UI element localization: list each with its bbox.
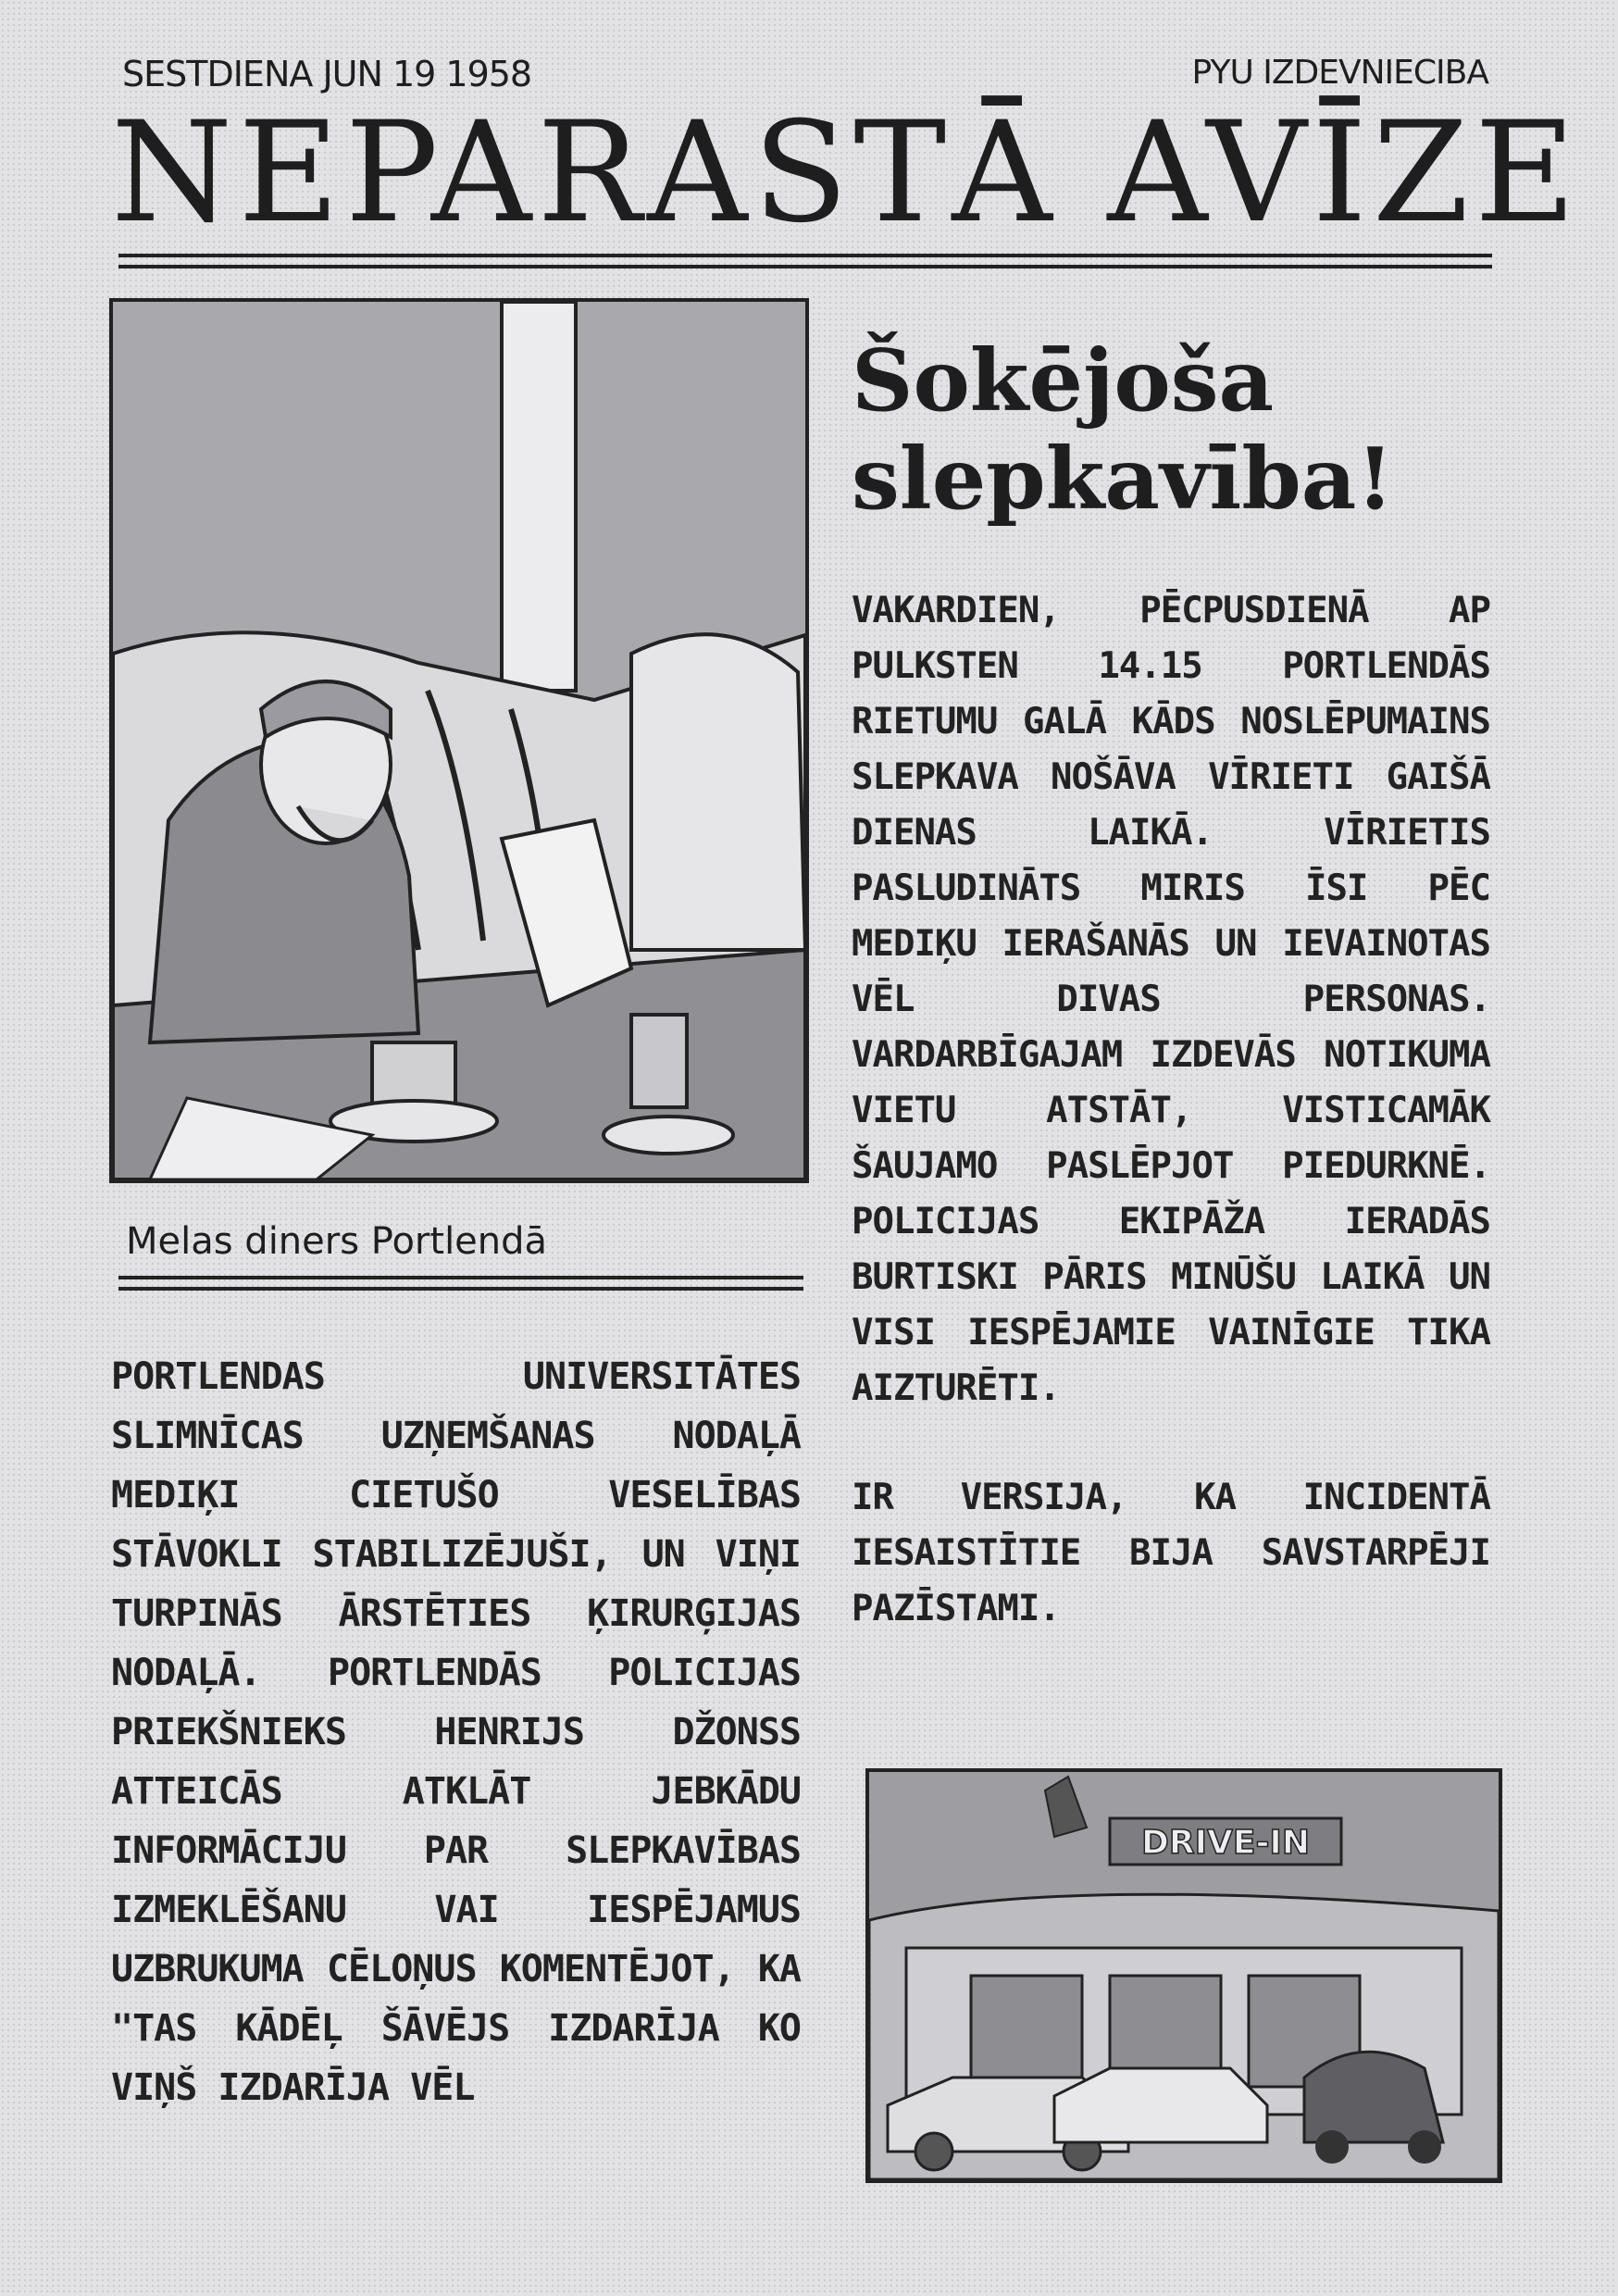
drive-in-illustration bbox=[869, 1772, 1499, 2179]
article-right-paragraph-2: IR VERSIJA, KA INCIDENTĀ IESAISTĪTIE BIJA SAVSTARPĒJI PAZĪSTAMI. bbox=[852, 1477, 1490, 1629]
masthead: NEPARASTĀ AVĪZE bbox=[111, 93, 1582, 254]
article-left-paragraph-1: PORTLENDAS UNIVERSITĀTES SLIMNĪCAS UZŅEMŠANAS NODAĻĀ MEDIĶI CIETUŠO VESELĪBAS STĀVOKLI STABILIZĒJUŠI, UN VIŅI TURPINĀS ĀRSTĒTIES ĶIRURĢIJAS NODAĻĀ. PORTLENDĀS POLICIJAS PRIEKŠNIEKS HENRIJS DŽONSS ATTEICĀS ATKLĀT JEBKĀDU INFORMĀCIJU PAR SLEPKAVĪBAS IZMEKLĒŠANU VAI IESPĒJAMUS UZBRUKUMA CĒLOŅUS KOMENTĒJOT, KA "TAS KĀDĒĻ ŠĀVĒJS IZDARĪJA KO VIŅŠ IZDARĪJA VĒL bbox=[111, 1355, 801, 2109]
article-right-paragraph-1: VAKARDIEN, PĒCPUSDIENĀ AP PULKSTEN 14.15 PORTLENDĀS RIETUMU GALĀ KĀDS NOSLĒPUMAINS SLEPKAVA NOŠĀVA VĪRIETI GAIŠĀ DIENAS LAIKĀ. VĪRIETIS PASLUDINĀTS MIRIS ĪSI PĒC MEDIĶU IERAŠANĀS UN IEVAINOTAS VĒL DIVAS PERSONAS. VARDARBĪGAJAM IZDEVĀS NOTIKUMA VIETU ATSTĀT, VISTICAMĀK ŠAUJAMO PASLĒPJOT PIEDURKNĒ. POLICIJAS EKIPĀŽA IERADĀS BURTISKI PĀRIS MINŪŠU LAIKĀ UN VISI IESPĒJAMIE VAINĪGIE TIKA AIZTURĒTI. bbox=[852, 590, 1490, 1409]
diner-illustration bbox=[113, 302, 805, 1179]
photo-caption: Melas diners Portlendā bbox=[126, 1220, 548, 1263]
article-right bbox=[852, 583, 1490, 1691]
article-left bbox=[111, 1347, 801, 2117]
edition-label: PYU IZDEVNIECIBA bbox=[1191, 54, 1488, 92]
masthead-rule bbox=[118, 254, 1492, 268]
headline: Šokējoša slepkavība! bbox=[852, 331, 1394, 529]
dateline: SESTDIENA JUN 19 1958 bbox=[122, 54, 532, 94]
diner-photo bbox=[109, 298, 809, 1183]
drive-in-photo bbox=[865, 1768, 1502, 2183]
drive-in-sign: DRIVE-IN bbox=[1141, 1824, 1310, 1862]
caption-rule bbox=[118, 1276, 803, 1291]
